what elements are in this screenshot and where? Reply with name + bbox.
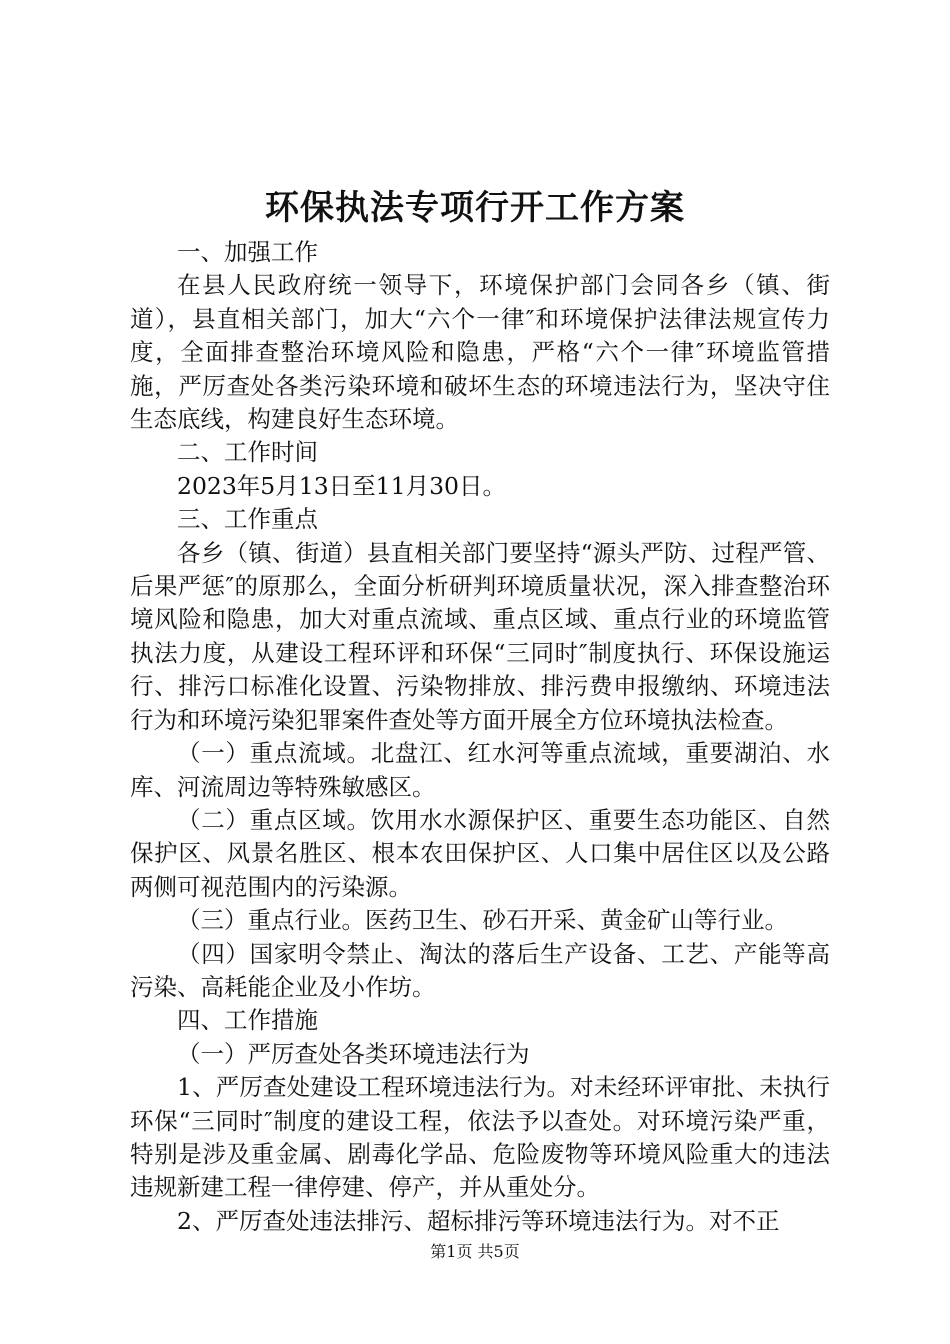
paragraph: （二）重点区域。饮用水水源保护区、重要生态功能区、自然保护区、风景名胜区、根本农田保护区、人口集中居住区以及公路两侧可视范围内的污染源。: [130, 805, 830, 901]
document-title: 环保执法专项行开工作方案: [265, 188, 685, 228]
paragraph: 2023年5月13日至11月30日。: [177, 471, 506, 500]
document-body: [130, 236, 830, 1238]
section-heading: 二、工作时间: [177, 438, 318, 467]
section-heading: 四、工作措施: [177, 1006, 318, 1035]
paragraph: 1、严厉查处建设工程环境违法行为。对未经环评审批、未执行环保“三同时″制度的建设工程，依法予以查处。对环境污染严重，特别是涉及重金属、剧毒化学品、危险废物等环境风险重大的违法违规新建工程一律停建、停产，并从重处分。: [130, 1073, 830, 1202]
paragraph: 2、严厉查处违法排污、超标排污等环境违法行为。对不正: [177, 1206, 780, 1235]
paragraph: （四）国家明令禁止、淘汰的落后生产设备、工艺、产能等高污染、高耗能企业及小作坊。: [130, 939, 830, 1001]
subsection-heading: （一）严厉查处各类环境违法行为: [177, 1039, 530, 1068]
section-heading: 一、加强工作: [177, 238, 318, 266]
paragraph: 在县人民政府统一领导下，环境保护部门会同各乡（镇、街道），县直相关部门，加大“六个一律″和环境保护法律法规宣传力度，全面排查整治环境风险和隐患，严格“六个一律″环境监管措施，严厉查处各类污染环境和破坏生态的环境违法行为，坚决守住生态底线，构建良好生态环境。: [130, 271, 830, 434]
section-heading: 三、工作重点: [177, 505, 318, 534]
paragraph: 各乡（镇、街道）县直相关部门要坚持“源头严防、过程严管、后果严惩″的原那么，全面分析研判环境质量状况，深入排查整治环境风险和隐患，加大对重点流域、重点区域、重点行业的环境监管执法力度，从建设工程环评和环保“三同时″制度执行、环保设施运行、排污口标准化设置、污染物排放、排污费申报缴纳、环境违法行为和环境污染犯罪案件查处等方面开展全方位环境执法检查。: [130, 538, 830, 734]
paragraph: （一）重点流域。北盘江、红水河等重点流域，重要湖泊、水库、河流周边等特殊敏感区。: [130, 739, 830, 801]
paragraph: （三）重点行业。医药卫生、砂石开采、黄金矿山等行业。: [177, 906, 788, 935]
page-footer: 第1页 共5页: [430, 1242, 520, 1261]
